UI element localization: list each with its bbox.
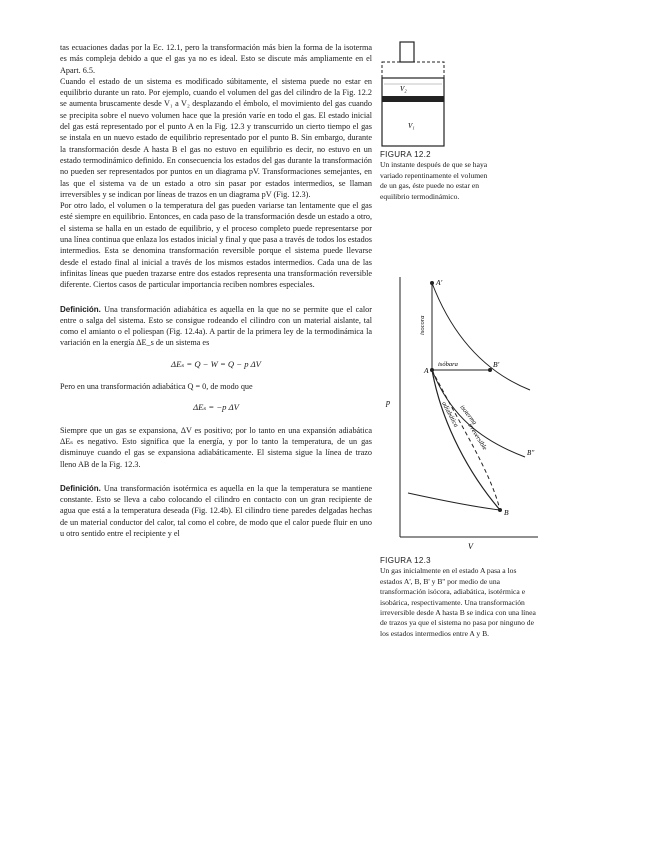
v1-label: V₁ bbox=[408, 122, 415, 130]
spacer bbox=[60, 291, 372, 304]
figure-12-3-caption bbox=[380, 556, 540, 639]
main-text-column bbox=[60, 42, 372, 539]
pv-diagram bbox=[380, 275, 540, 550]
paragraph-between: Pero en una transformación adiabática Q = 0, de modo que bbox=[60, 382, 253, 392]
adiabatic-label: adiabática bbox=[440, 400, 460, 429]
equation-1: ΔEₛ = Q − W = Q − p ΔV bbox=[171, 358, 261, 369]
point-b bbox=[498, 508, 502, 512]
spacer bbox=[60, 470, 372, 483]
cylinder-drawing bbox=[378, 40, 448, 150]
paragraph-after: Siempre que un gas se expansiona, ΔV es positivo; por lo tanto en una expansión adiabática ΔEₛ es negativo. Esto significa que la energía, y por lo tanto la temperatura, de un gas disminuye cuando el gas se expansiona adiabáticamente. El sistema sigue la línea de trazo lleno AB de la Fig. 12.3. bbox=[60, 425, 372, 469]
cylinder-body bbox=[382, 78, 444, 146]
definition-adiabatic bbox=[60, 304, 372, 349]
v-axis-label: V bbox=[468, 542, 473, 550]
definition-isothermal-text: Una transformación isotérmica es aquella en la que la temperatura se mantiene constante. Esto se lleva a cabo colocando el cilindro en contacto con un gran recipiente de agua que está a la temperatura deseada (Fig. 12.4b). El cilindro tiene paredes delgadas hechas de un material conductor del calor, tal como el cobre, de modo que el calor puede fluir en uno u otro sentido entre el recipiente y el bbox=[60, 483, 373, 538]
point-b-prime bbox=[488, 368, 492, 372]
v2-label: V₂ bbox=[400, 85, 407, 93]
label-b-prime-top: B' bbox=[493, 360, 500, 369]
label-b: B bbox=[504, 508, 509, 517]
paragraph-3: Por otro lado, el volumen o la temperatura del gas pueden variarse tan lentamente que el gas esté siempre en equilibrio. Entonces, en cada paso de la transformación desde un estado a otro, el sistema se halla en un estado de equilibrio, y el proceso completo puede representarse por una línea continua que enlaza los estados inicial y final y que pasa a través de todos los estados intermedios. Esta se denomina transformación reversible porque el sistema puede llevarse desde el estado final al inicial a través de los mismos estados intermedios. Cada una de las infinitas líneas que pueden trazarse entre dos estados representa una transformación reversible diferente. Ciertos casos de particular importancia reciben nombres especiales. bbox=[60, 201, 372, 290]
isobaric-label: isóbara bbox=[438, 361, 458, 368]
figure-12-3-text: Un gas inicialmente en el estado A pasa a los estados A', B, B' y B'' por medio de una transformación isócora, adiabática, isotérmica e isobárica, respectivamente. Una transformación irreversible desde A hasta B se indica con una línea de trazos ya que el sistema no pasa por ninguno de los estados intermedios entre A y B. bbox=[380, 566, 536, 638]
irreversible-label: irreversible bbox=[466, 422, 489, 452]
figure-12-2-text: Un instante después de que se haya variado repentinamente el volumen de un gas, éste puede no estar en equilibrio termodinámico. bbox=[380, 160, 488, 201]
figure-12-2-caption bbox=[380, 150, 490, 202]
label-a-prime: A' bbox=[436, 278, 443, 287]
equation-2: ΔEₛ = −p ΔV bbox=[193, 402, 239, 413]
piston-plate bbox=[382, 96, 444, 102]
piston-rod bbox=[400, 42, 414, 62]
label-b-double-prime: B'' bbox=[527, 449, 535, 457]
paragraph-2: Cuando el estado de un sistema es modificado súbitamente, el sistema puede no estar en equilibrio durante un rato. Por ejemplo, cuando el volumen del gas del cilindro de la Fig. 12.2 se aumenta bruscamente desde V₁ a V₂ desplazando el émbolo, el movimiento del gas cuando se precipita sobre el nuevo volumen hace que la presión varíe en todo el gas. El estado inicial del gas está representado por el punto A en la Fig. 12.3 y transcurrido un cierto tiempo el gas se instala en un nuevo estado de equilibrio representado por el punto B. Sin embargo, durante la transformación desde A hasta B el gas no estuvo en equilibrio es decir, no estuvo en un estado termodinámico definido. En consecuencia los estados del gas durante la transformación no pueden ser representados por puntos en un diagrama pV. Transformaciones semejantes, en las que el sistema va de un estado a otro sin pasar por estados intermedios, se llaman irreversibles y se indican por líneas de trazos en un diagrama pV (Fig. 12.3). bbox=[60, 76, 372, 199]
initial-volume-outline bbox=[382, 62, 444, 78]
definition-isothermal bbox=[60, 483, 372, 539]
point-a-prime bbox=[430, 281, 434, 285]
definition-lead: Definición. bbox=[60, 483, 101, 493]
upper-curve bbox=[432, 283, 530, 390]
p-axis-label: p bbox=[386, 398, 390, 407]
isochoric-label: isocora bbox=[419, 315, 426, 335]
lower-curve bbox=[408, 493, 500, 510]
point-a bbox=[430, 368, 434, 372]
figure-12-2 bbox=[378, 40, 448, 150]
figure-12-3 bbox=[380, 275, 540, 550]
definition-adiabatic-text: Una transformación adiabática es aquella en la que no se permite que el calor entre o salga del sistema. Esto se consigue rodeando el cilindro con un material aislante, tal como el amianto o el poliespan (Fig. 12.4a). A partir de la primera ley de la termodinámica la variación en la energía ΔE_s de un sistema es bbox=[60, 304, 372, 348]
label-a: A bbox=[424, 366, 429, 375]
definition-lead: Definición. bbox=[60, 304, 101, 314]
figure-12-3-title: FIGURA 12.3 bbox=[380, 556, 431, 565]
figure-12-2-title: FIGURA 12.2 bbox=[380, 150, 431, 159]
isothermal-label: isoterma bbox=[458, 403, 478, 427]
paragraph-1: tas ecuaciones dadas por la Ec. 12.1, pero la transformación más bien la forma de la isoterma es más compleja debido a que el gas ya no es ideal. Esto se discute más ampliamente en el Apart. 6.5. bbox=[60, 43, 372, 75]
